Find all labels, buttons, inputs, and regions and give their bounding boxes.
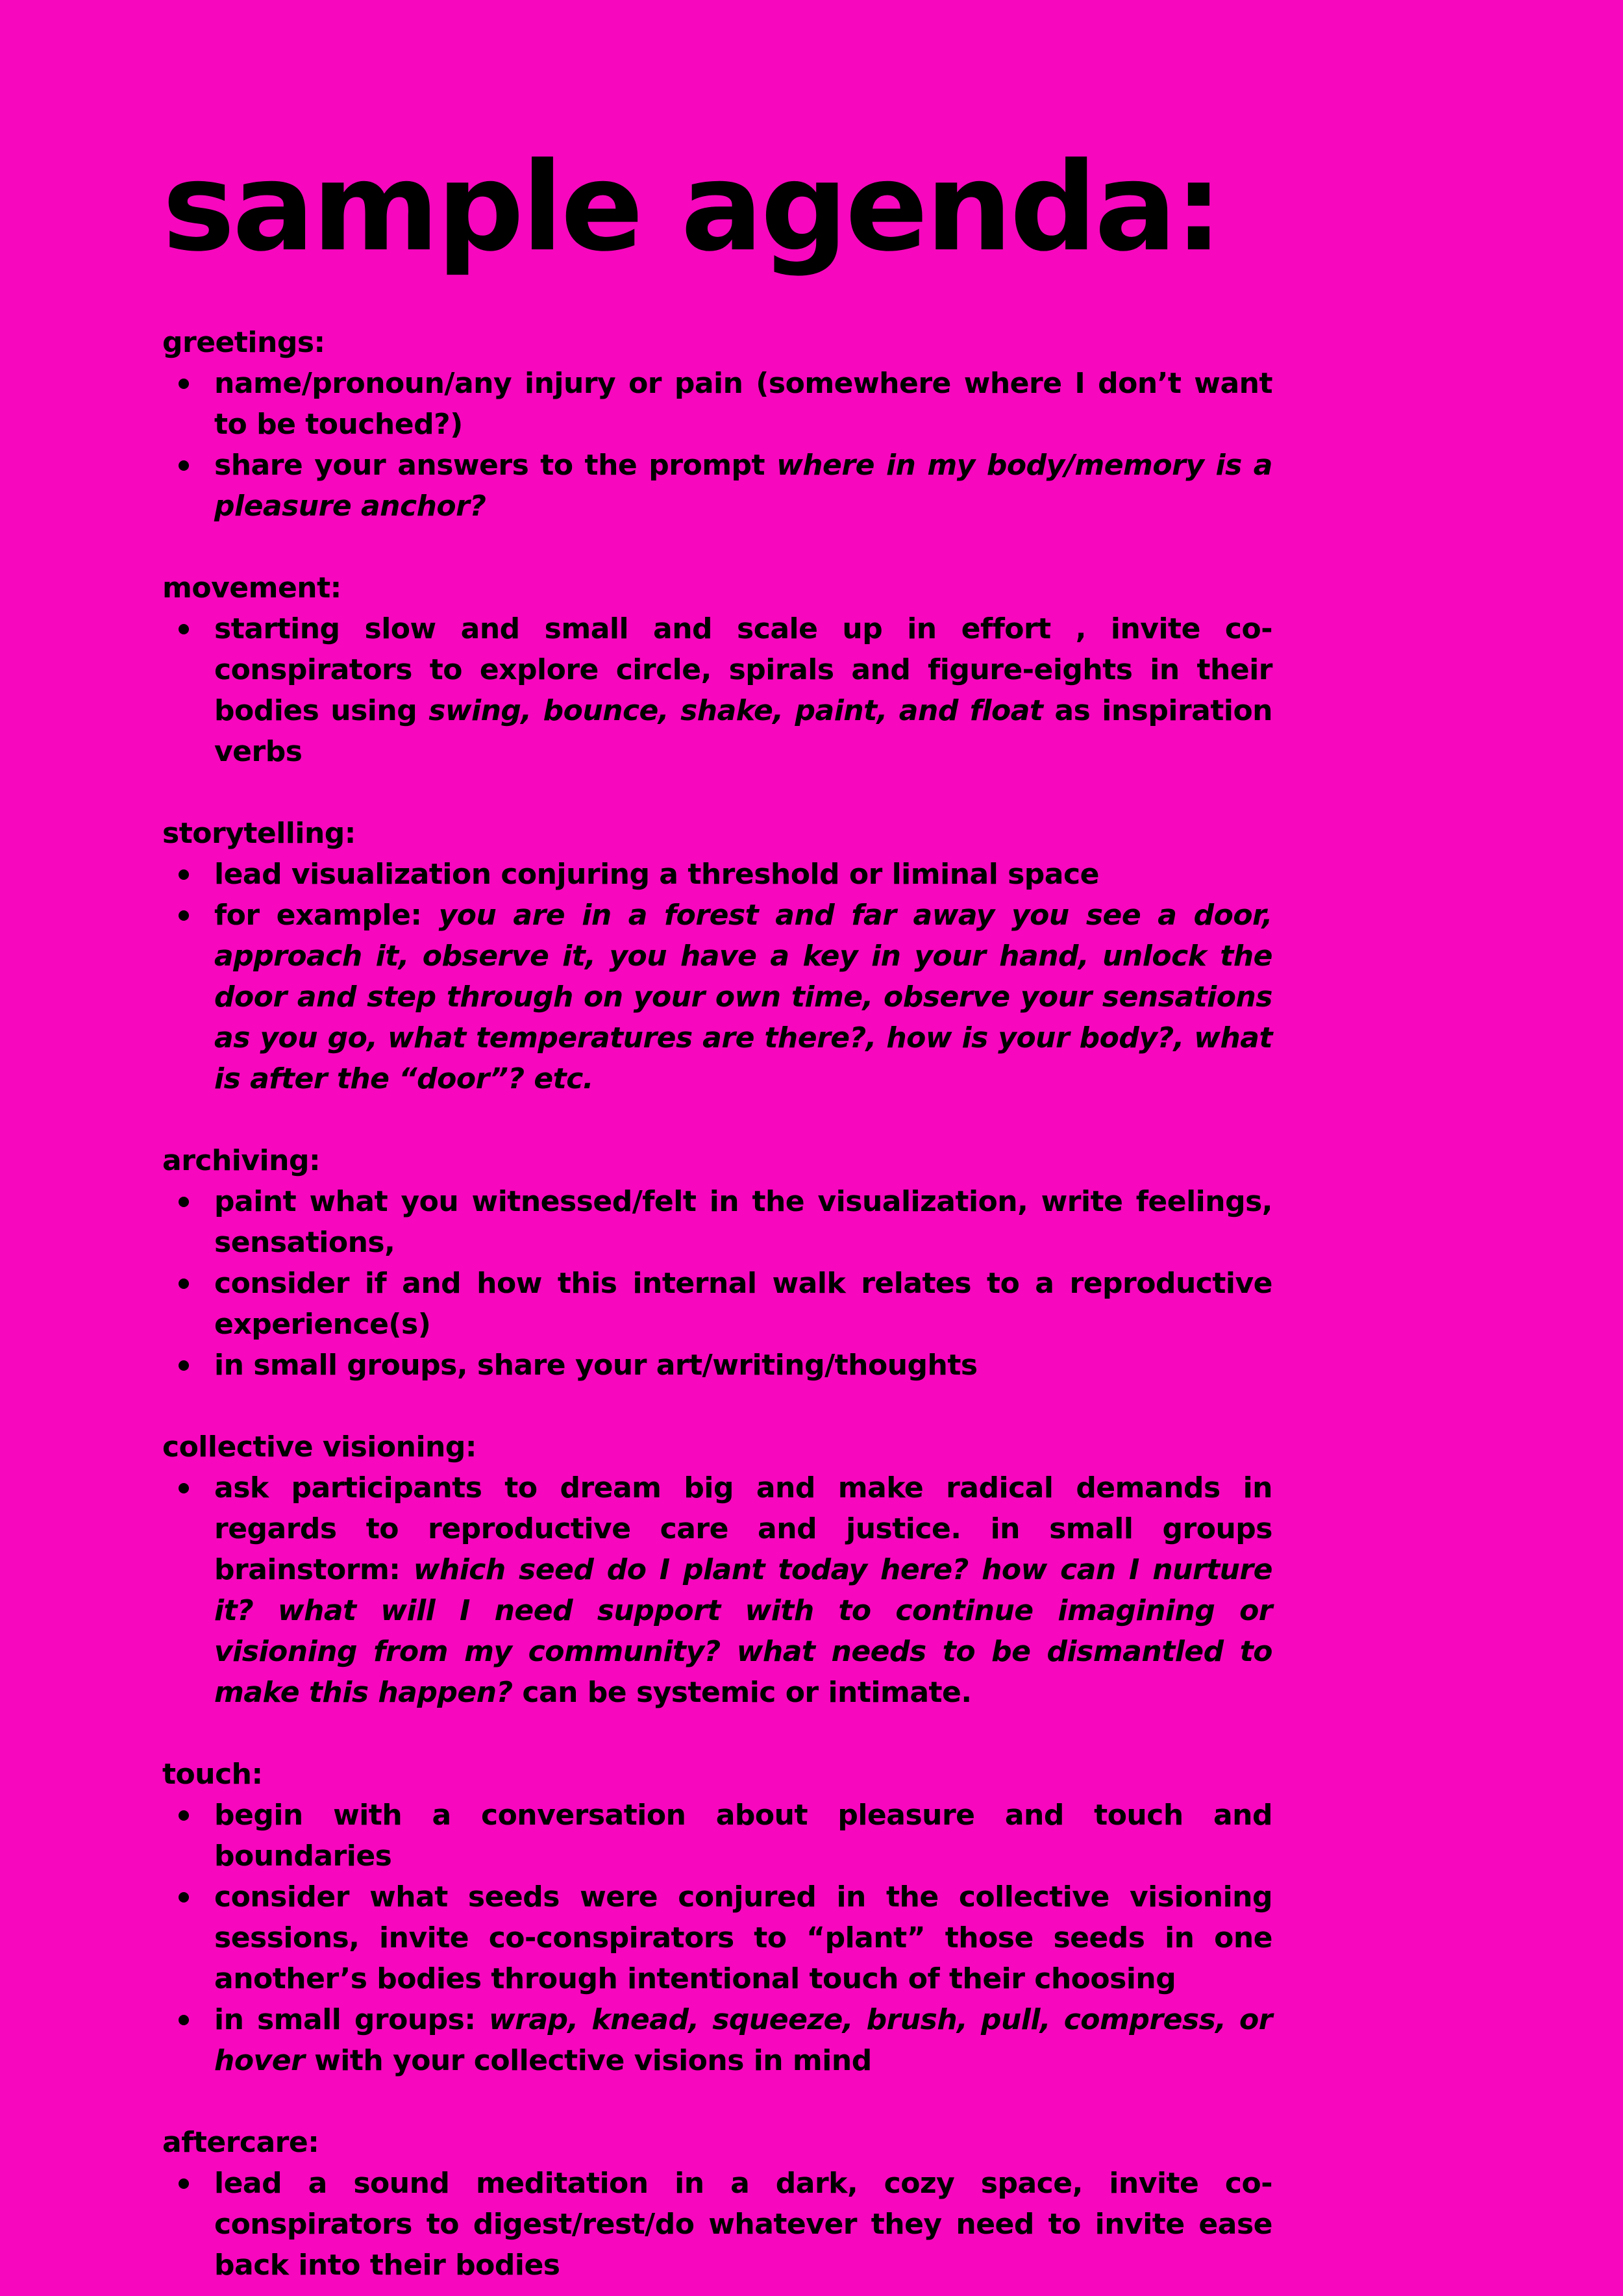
bullet-list [162,363,1272,527]
bullet-list [162,1467,1272,1713]
section-heading: collective visioning: [162,1430,477,1464]
section-heading: archiving: [162,1144,321,1177]
section-greetings [162,322,1272,527]
list-item: for example: you are in a forest and far away you see a door, approach it, observe it, you have a key in your hand, unlock the door and step through on your own time, observe your sensations as you go, what temperatures are there?, how is your body?, what is after the “door”? etc. [162,895,1272,1099]
page-title: sample agenda: [162,136,1221,279]
section-heading: aftercare: [162,2126,319,2159]
bullet-list [162,2163,1272,2286]
section-touch [162,1754,1272,2081]
list-item: consider if and how this internal walk relates to a reproductive experience(s) [162,1263,1272,1345]
document-page [162,136,1273,2286]
list-item: starting slow and small and scale up in effort , invite co-conspirators to explore circle, spirals and figure-eights in their bodies using swing, bounce, shake, paint, and float as inspiration verbs [162,608,1272,772]
list-item: paint what you witnessed/felt in the visualization, write feelings, sensations, [162,1181,1272,1263]
section-heading: greetings: [162,326,325,359]
section-archiving [162,1140,1272,1386]
section-heading: touch: [162,1758,263,1791]
list-item: ask participants to dream big and make radical demands in regards to reproductive care and justice. in small groups brainstorm: which seed do I plant today here? how can I nurture it? what will I need support with to continue imagining or visioning from my community? what needs to be dismantled to make this happen? can be systemic or intimate. [162,1467,1272,1713]
section-storytelling [162,813,1272,1099]
list-item: in small groups: wrap, knead, squeeze, brush, pull, compress, or hover with your collective visions in mind [162,1999,1272,2081]
bullet-list [162,1181,1272,1386]
bullet-list [162,1795,1272,2081]
list-item: lead a sound meditation in a dark, cozy space, invite co-conspirators to digest/rest/do whatever they need to invite ease back into their bodies [162,2163,1272,2286]
section-heading: movement: [162,571,341,605]
list-item: begin with a conversation about pleasure and touch and boundaries [162,1795,1272,1877]
section-aftercare [162,2122,1272,2286]
list-item: in small groups, share your art/writing/thoughts [162,1345,1272,1386]
list-item: name/pronoun/any injury or pain (somewhere where I don’t want to be touched?) [162,363,1272,445]
bullet-list [162,854,1272,1099]
section-heading: storytelling: [162,817,356,850]
list-item: consider what seeds were conjured in the collective visioning sessions, invite co-conspirators to “plant” those seeds in one another’s bodies through intentional touch of their choosing [162,1877,1272,1999]
list-item: share your answers to the prompt where in my body/memory is a pleasure anchor? [162,445,1272,527]
section-collective-visioning [162,1427,1272,1713]
list-item: lead visualization conjuring a threshold or liminal space [162,854,1272,895]
bullet-list [162,608,1272,772]
section-movement [162,568,1272,772]
